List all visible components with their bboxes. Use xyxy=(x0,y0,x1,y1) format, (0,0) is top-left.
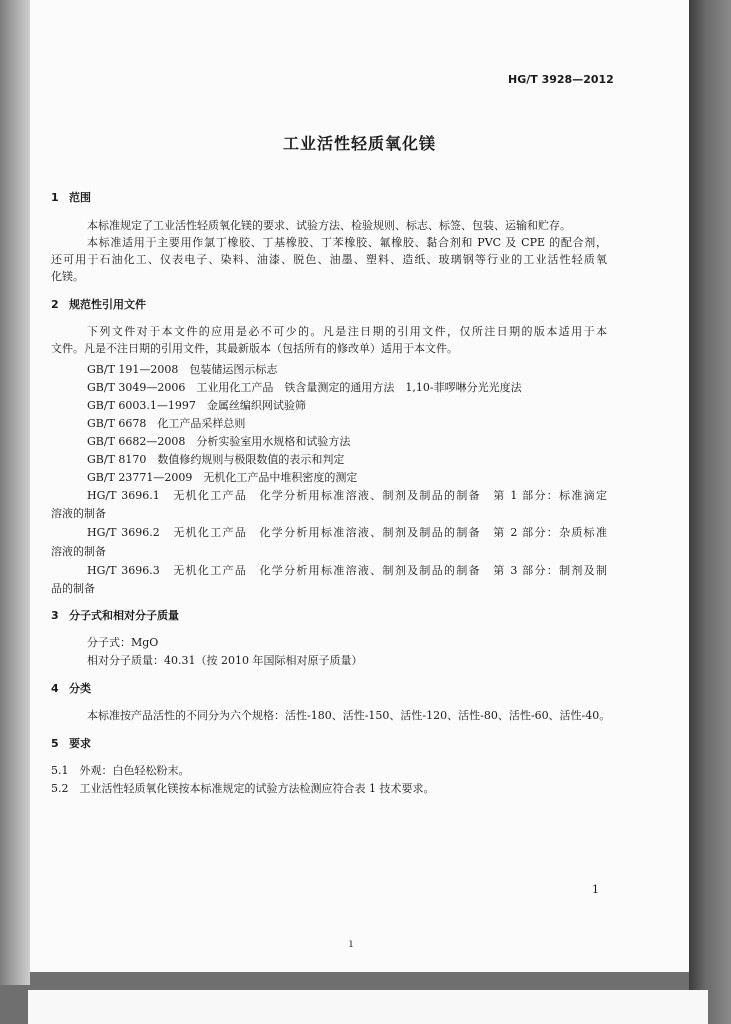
reference-item: GB/T 6682—2008 分析实验室用水规格和试验方法 xyxy=(87,435,351,448)
reference-item: GB/T 23771—2009 无机化工产品中堆积密度的测定 xyxy=(87,471,358,484)
next-page-edge xyxy=(28,990,708,1024)
paragraph-line: 本标准规定了工业活性轻质氧化镁的要求、试验方法、检验规则、标志、标签、包装、运输和贮存。 xyxy=(87,219,571,232)
section-1-heading xyxy=(51,191,91,205)
reference-item: GB/T 6678 化工产品采样总则 xyxy=(87,417,246,430)
section-3-title: 分子式和相对分子质量 xyxy=(69,609,179,622)
reference-item-continued: 溶液的制备 xyxy=(51,545,106,558)
standard-code-header: HG/T 3928—2012 xyxy=(508,73,614,86)
clause-5-2: 5.2 工业活性轻质氧化镁按本标准规定的试验方法检测应符合表 1 技术要求。 xyxy=(51,782,435,795)
section-1-number: 1 xyxy=(51,191,59,204)
scan-speck: ı xyxy=(349,936,353,950)
paragraph-line: 文件。凡是不注日期的引用文件，其最新版本（包括所有的修改单）适用于本文件。 xyxy=(51,342,458,355)
section-4-number: 4 xyxy=(51,682,59,695)
reference-item: GB/T 8170 数值修约规则与极限数值的表示和判定 xyxy=(87,453,345,466)
reference-item-continued: 品的制备 xyxy=(51,582,95,595)
section-2-heading xyxy=(51,298,146,312)
section-5-title: 要求 xyxy=(69,737,91,750)
section-5-heading xyxy=(51,737,91,751)
reference-item: HG/T 3696.2 无机化工产品 化学分析用标准溶液、制剂及制品的制备 第 2 部分：杂质标准 xyxy=(87,526,607,539)
page-number: 1 xyxy=(592,883,599,896)
molecular-formula: 分子式：MgO xyxy=(87,636,159,649)
paragraph-line: 本标准按产品活性的不同分为六个规格：活性-180、活性-150、活性-120、活性-80、活性-60、活性-40。 xyxy=(87,709,611,722)
paragraph-line: 化镁。 xyxy=(51,270,84,283)
document-title: 工业活性轻质氧化镁 xyxy=(282,134,436,153)
scan-left-edge xyxy=(0,0,30,985)
reference-item: GB/T 3049—2006 工业用化工产品 铁含量测定的通用方法 1,10-菲啰啉分光光度法 xyxy=(87,381,522,394)
reference-item: GB/T 6003.1—1997 金属丝编织网试验筛 xyxy=(87,399,306,412)
reference-item: HG/T 3696.3 无机化工产品 化学分析用标准溶液、制剂及制品的制备 第 3 部分：制剂及制 xyxy=(87,564,607,577)
clause-5-1: 5.1 外观：白色轻松粉末。 xyxy=(51,764,190,777)
section-3-heading xyxy=(51,609,179,623)
reference-item: GB/T 191—2008 包装储运图示标志 xyxy=(87,363,278,376)
section-5-number: 5 xyxy=(51,737,59,750)
section-4-heading xyxy=(51,682,91,696)
document-page xyxy=(30,0,689,972)
section-4-title: 分类 xyxy=(69,682,91,695)
paragraph-line: 还可用于石油化工、仪表电子、染料、油漆、脱色、油墨、塑料、造纸、玻璃钢等行业的工业活性轻质氧 xyxy=(51,253,607,266)
section-2-title: 规范性引用文件 xyxy=(69,298,146,311)
section-1-title: 范围 xyxy=(69,191,91,204)
paragraph-line: 本标准适用于主要用作氯丁橡胶、丁基橡胶、丁苯橡胶、氟橡胶、黏合剂和 PVC 及 CPE 的配合剂， xyxy=(87,236,607,249)
reference-item-continued: 溶液的制备 xyxy=(51,507,106,520)
scan-right-edge xyxy=(689,0,731,1024)
section-2-number: 2 xyxy=(51,298,59,311)
section-3-number: 3 xyxy=(51,609,59,622)
paragraph-line: 下列文件对于本文件的应用是必不可少的。凡是注日期的引用文件，仅所注日期的版本适用于本 xyxy=(87,325,607,338)
relative-molecular-mass: 相对分子质量：40.31（按 2010 年国际相对原子质量） xyxy=(87,654,363,667)
reference-item: HG/T 3696.1 无机化工产品 化学分析用标准溶液、制剂及制品的制备 第 1 部分：标准滴定 xyxy=(87,489,607,502)
